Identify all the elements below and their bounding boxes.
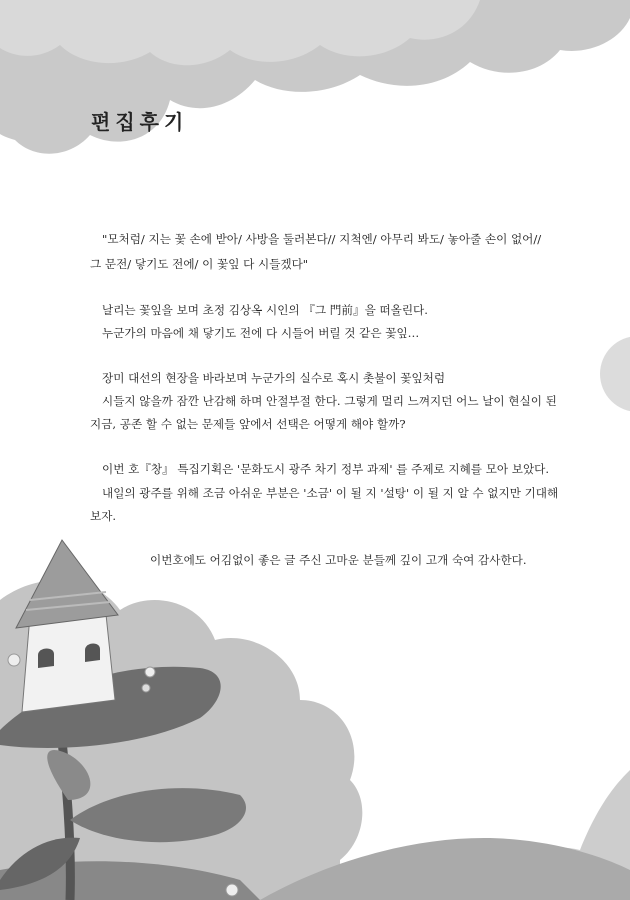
house-window-right: [85, 643, 100, 662]
paragraph-line: 내일의 광주를 위해 조금 아쉬운 부분은 '소금' 이 될 지 '설탕' 이 될 지 알 수 없지만 기대해: [102, 486, 559, 500]
right-edge-circle: [600, 336, 630, 412]
house: [16, 540, 118, 712]
flower: [145, 667, 155, 677]
paragraph-line: 그 문전/ 닿기도 전에/ 이 꽃잎 다 시들겠다": [90, 257, 309, 271]
paragraph-line: 이번호에도 어김없이 좋은 글 주신 고마운 분들께 깊이 고개 숙여 감사한다.: [150, 553, 527, 567]
paragraph-line: "모처럼/ 지는 꽃 손에 받아/ 사방을 둘러본다// 지척엔/ 아무리 봐도/ 놓아줄 손이 없어//: [102, 232, 542, 246]
paragraph-line: 보자.: [90, 509, 117, 523]
paragraph-line: 장미 대선의 현장을 바라보며 누군가의 실수로 혹시 촛불이 꽃잎처럼: [102, 371, 446, 385]
flower: [8, 654, 20, 666]
paragraph-line: 시들지 않을까 잠깐 난감해 하며 안절부절 한다. 그렇게 멀리 느껴지던 어느 날이 현실이 된: [102, 394, 557, 408]
paragraph-line: 지금, 공존 할 수 없는 문제들 앞에서 선택은 어떻게 해야 할까?: [90, 417, 406, 431]
paragraph-line: 누군가의 마음에 채 닿기도 전에 다 시들어 버릴 것 같은 꽃잎…: [102, 326, 420, 340]
flower: [226, 884, 238, 896]
page-title: 편집후기: [91, 110, 189, 134]
flower: [142, 684, 150, 692]
paragraph-line: 이번 호『창』 특집기획은 '문화도시 광주 차기 정부 과제' 를 주제로 지혜를 모아 보았다.: [102, 462, 550, 476]
house-window-left: [38, 648, 54, 668]
paragraph-line: 날리는 꽃잎을 보며 초정 김상옥 시인의 『그 門前』을 떠올린다.: [102, 303, 428, 317]
house-roof: [16, 540, 118, 628]
